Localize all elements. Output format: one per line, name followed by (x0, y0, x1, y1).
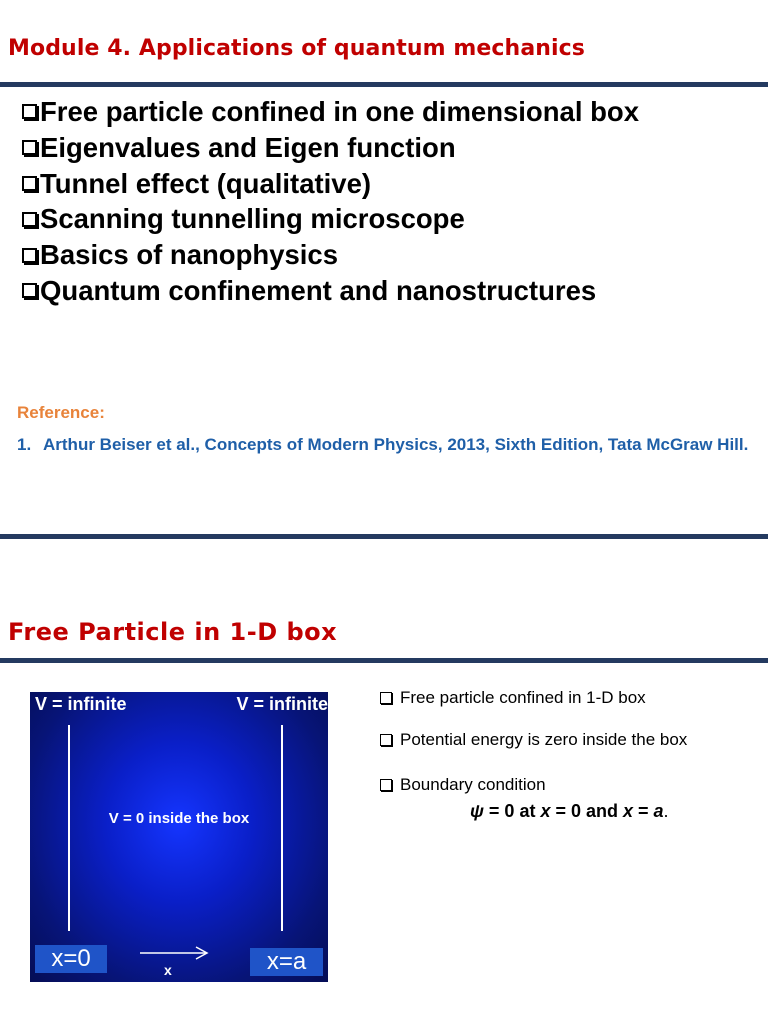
slide-2-title: Free Particle in 1-D box (8, 618, 338, 646)
topic-item: Basics of nanophysics (22, 237, 639, 273)
checkbox-bullet-icon (22, 283, 37, 298)
topic-item: Scanning tunnelling microscope (22, 201, 639, 237)
checkbox-bullet-icon (22, 212, 37, 227)
checkbox-bullet-icon (380, 734, 392, 746)
left-potential-label: V = infinite (35, 694, 127, 714)
checkbox-bullet-icon (22, 176, 37, 191)
x-axis-label: x (164, 962, 172, 978)
boundary-equation: ψ = 0 at x = 0 and x = a. (470, 801, 669, 821)
checkbox-bullet-icon (22, 248, 37, 263)
point-item: Free particle confined in 1-D box (380, 688, 646, 708)
left-wall (68, 725, 70, 931)
reference-text: Arthur Beiser et al., Concepts of Modern Physics, 2013, Sixth Edition, Tata McGraw Hill. (43, 435, 749, 454)
x-axis-arrow-icon (140, 944, 210, 962)
particle-in-box-diagram (30, 692, 328, 982)
right-wall (281, 725, 283, 931)
reference-number: 1. (17, 435, 32, 454)
topic-item: Tunnel effect (qualitative) (22, 166, 639, 202)
topic-list (22, 94, 639, 309)
point-item: Potential energy is zero inside the box (380, 730, 687, 750)
topic-item: Free particle confined in one dimensional box (22, 94, 639, 130)
xa-label: x=a (250, 948, 323, 976)
checkbox-bullet-icon (22, 140, 37, 155)
reference-heading: Reference: (17, 403, 105, 422)
checkbox-bullet-icon (380, 692, 392, 704)
checkbox-bullet-icon (22, 104, 37, 119)
topic-item: Quantum confinement and nanostructures (22, 273, 639, 309)
slide-bottom-rule (0, 534, 768, 539)
topic-item: Eigenvalues and Eigen function (22, 130, 639, 166)
inside-potential-label: V = 0 inside the box (108, 810, 250, 827)
title-rule (0, 82, 768, 87)
checkbox-bullet-icon (380, 779, 392, 791)
x0-label: x=0 (35, 945, 107, 973)
point-item: Boundary condition (380, 775, 546, 795)
slide-1-title: Module 4. Applications of quantum mechanics (8, 36, 585, 61)
right-potential-label: V = infinite (236, 694, 328, 714)
title-rule (0, 658, 768, 663)
